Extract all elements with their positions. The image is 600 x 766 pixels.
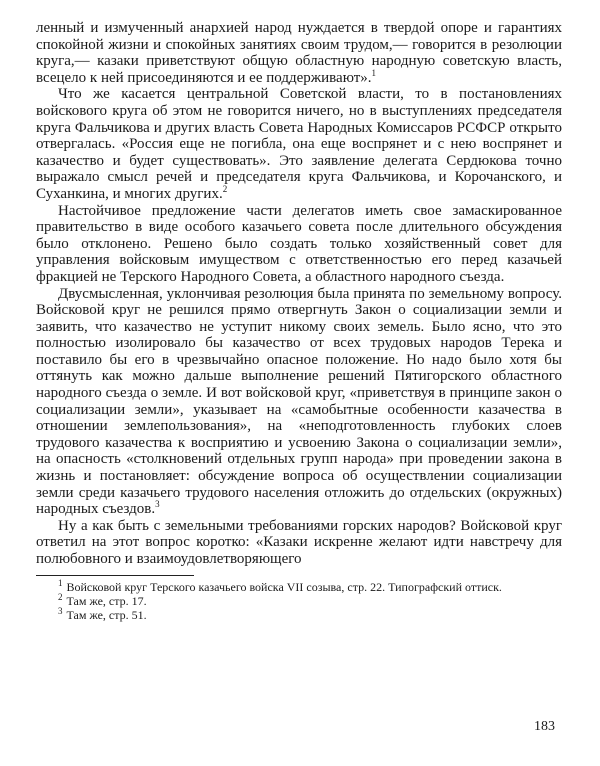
paragraph-3: Настойчивое предложение части делегатов иметь свое замаскированное правительство в виде особого казачьего совета после длительного обсуждения было отклонено. Решено было создать только хозяйственный совет для управления войсковым имуществом с ответственностью его перед казачьей фракцией не Терского Народного Совета, а областного народного съезда. xyxy=(36,202,562,285)
footnote-ref-2[interactable]: 2 xyxy=(222,183,228,194)
paragraph-2: Что же касается центральной Советской власти, то в постановлениях войскового круга об этом не говорится ничего, но в выступлениях председателя круга Фальчикова и других власть Совета Народных Комиссаров РСФСР открыто отвергалась. «Россия еще не погибла, она еще воспрянет и с нею воспрянет и казачество и будет существовать». Это заявление делегата Сердюкова точно выражало смысл речей и председателя круга Фальчикова, и Корочанского, и Суханкина, и многих других.$^2$ xyxy=(36,86,562,202)
page-body xyxy=(36,20,562,622)
footnote-ref-3[interactable]: 3 xyxy=(155,499,160,510)
footnote-2: $^2$ Там же, стр. 17. xyxy=(58,591,147,608)
footnote-1: $^1$ Войсковой круг Терского казачьего войска VII созыва, стр. 22. Типографский оттиск. xyxy=(58,577,502,594)
footnote-ref-1[interactable]: 1 xyxy=(371,67,377,78)
paragraph-4: Двусмысленная, уклончивая резолюция была принята по земельному вопросу. Войсковой круг не решился прямо отвергнуть Закон о социализации земли и заявить, что казачество не уступит никому своих земель. Было ясно, что это полностью изолировало бы казачество от всех трудовых народов Терека и поставило бы его в чрезвычайно опасное положение. Но надо было хотя бы оттянуть как можно дальше выполнение решений Пятигорского областного народного съезда о земле. И вот войсковой круг, «приветствуя в принципе закон о социализации земли», указывает на «самобытные особенности казачества в отношении землепользования», на «неподготовленность глубоких слоев трудового казачества к восприятию и усвоению Закона о социализации земли», на опасность «столкновений отдельных групп народа» при проведении закона в жизнь и постановляет: обсуждение вопроса об осуществлении социализации земли среди казачьего трудового населения отложить до отдельских (окружных) народных съездов.$^3$ xyxy=(36,285,562,518)
footnote-divider xyxy=(36,575,194,576)
footnote-3: $^3$ Там же, стр. 51. xyxy=(58,605,147,622)
page-number: 183 xyxy=(534,719,555,734)
paragraph-1: ленный и измученный анархией народ нуждается в твердой опоре и гарантиях спокойной жизни и спокойных занятиях своим трудом,— говорится в резолюции круга,— казаки приветствуют общую областную народную советскую власть, всецело к ней присоединяются и ее поддерживают».$^1$ xyxy=(36,20,562,86)
paragraph-5: Ну а как быть с земельными требованиями горских народов? Войсковой круг ответил на этот вопрос коротко: «Казаки искренне желают идти навстречу для полюбовного и взаимоудовлетворяющего xyxy=(36,517,562,567)
